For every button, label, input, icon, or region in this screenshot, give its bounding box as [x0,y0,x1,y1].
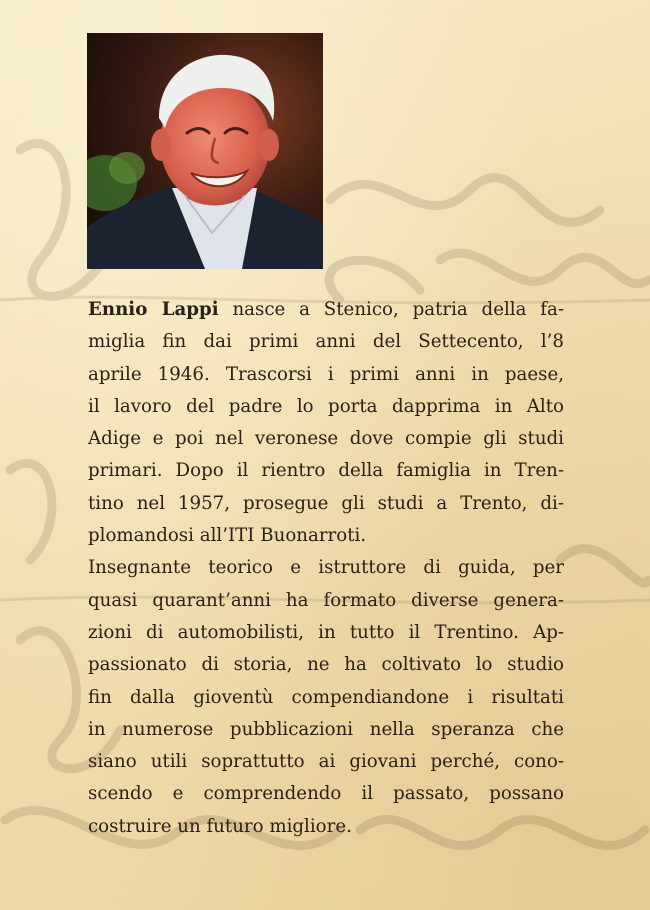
author-photo [87,33,323,269]
bio-line-text: nasce a Stenico, patria della fa- [218,299,564,320]
bio-line: siano utili soprattutto ai giovani perché, cono- [88,751,564,773]
bio-line: quasi quarant’anni ha formato diverse genera- [88,589,564,611]
bio-line: scendo e comprendendo il passato, possano [88,783,564,805]
bio-line: miglia fin dai primi anni del Settecento, l’8 [88,331,564,353]
author-name: Ennio Lappi [88,299,219,320]
bio-line: in numerose pubblicazioni nella speranza che [88,718,564,740]
bio-line: Insegnante teorico e istruttore di guida, per [88,557,564,579]
bio-line: zioni di automobilisti, in tutto il Trentino. Ap- [88,621,564,643]
bio-line: primari. Dopo il rientro della famiglia in Tren- [88,460,564,482]
bio-line [88,294,564,326]
bio-line: passionato di storia, ne ha coltivato lo studio [88,654,564,676]
bio-line: il lavoro del padre lo porta dapprima in Alto [88,395,564,417]
bio-line: costruire un futuro migliore. [88,815,352,837]
bio-line: fin dalla gioventù compendiandone i risultati [88,686,564,708]
bio-line: tino nel 1957, prosegue gli studi a Trento, di- [88,492,564,514]
author-biography [88,294,564,843]
bio-line: aprile 1946. Trascorsi i primi anni in paese, [88,363,564,385]
bio-line: plomandosi all’ITI Buonarroti. [88,525,367,547]
bio-line: Adige e poi nel veronese dove compie gli studi [88,428,564,450]
